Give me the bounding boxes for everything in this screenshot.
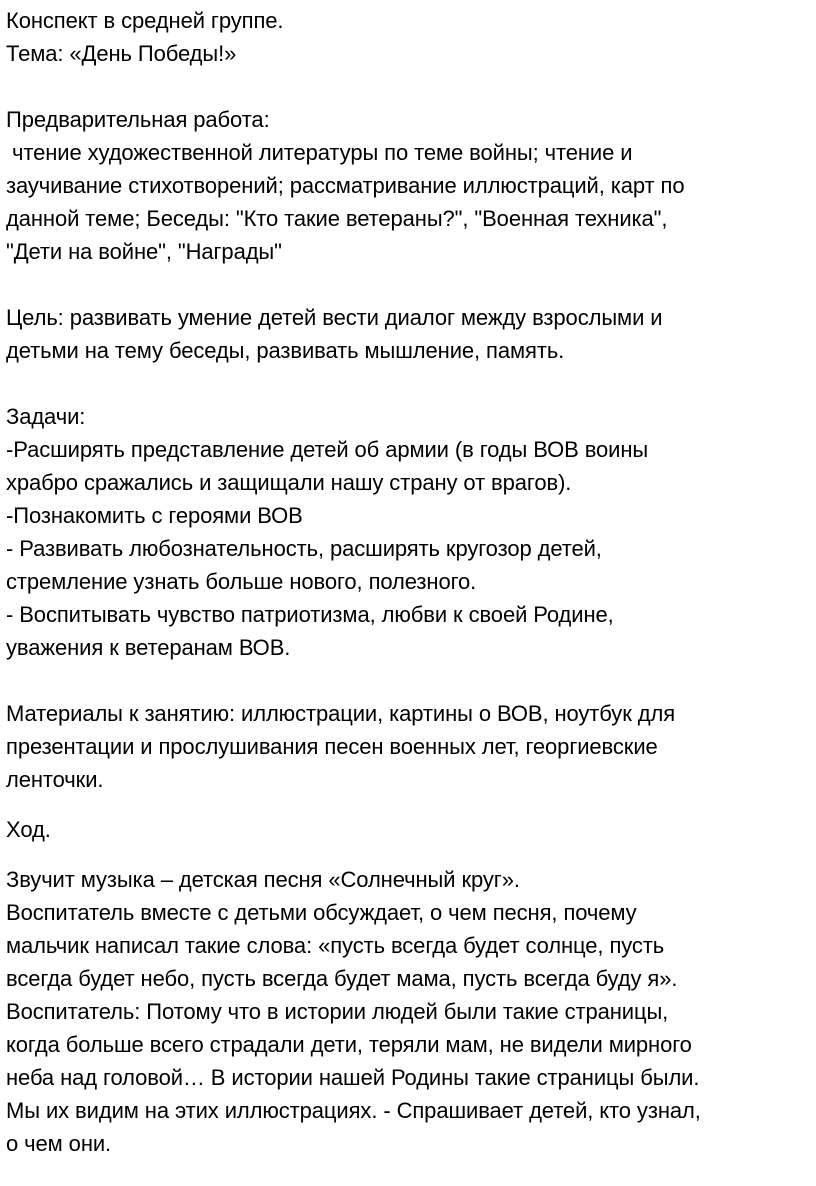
progress-heading: Ход. <box>6 817 51 842</box>
paragraph-spacing <box>6 796 810 813</box>
blank-line <box>6 367 810 400</box>
blank-line <box>6 70 810 103</box>
preliminary-line: чтение художественной литературы по теме войны; чтение и <box>6 140 633 165</box>
body-line: неба над головой… В истории нашей Родины такие страницы были. <box>6 1065 700 1090</box>
task-line: - Развивать любознательность, расширять кругозор детей, <box>6 536 602 561</box>
task-line: -Познакомить с героями ВОВ <box>6 503 303 528</box>
document-topic: Тема: «День Победы!» <box>6 41 237 66</box>
blank-line <box>6 664 810 697</box>
preliminary-line: заучивание стихотворений; рассматривание иллюстраций, карт по <box>6 173 685 198</box>
body-line: о чем они. <box>6 1131 112 1156</box>
body-line: Мы их видим на этих иллюстрациях. - Спрашивает детей, кто узнал, <box>6 1098 701 1123</box>
tasks-heading: Задачи: <box>6 404 86 429</box>
paragraph-spacing <box>6 846 810 863</box>
goal-line: Цель: развивать умение детей вести диалог между взрослыми и <box>6 305 663 330</box>
body-line: всегда будет небо, пусть всегда будет мама, пусть всегда буду я». <box>6 966 678 991</box>
task-line: -Расширять представление детей об армии (в годы ВОВ воины <box>6 437 649 462</box>
materials-line: Материалы к занятию: иллюстрации, картины о ВОВ, ноутбук для <box>6 701 676 726</box>
preliminary-heading: Предварительная работа: <box>6 107 270 132</box>
body-line: когда больше всего страдали дети, теряли мам, не видели мирного <box>6 1032 692 1057</box>
task-line: храбро сражались и защищали нашу страну от врагов). <box>6 470 572 495</box>
document-title: Конспект в средней группе. <box>6 8 284 33</box>
body-line: Воспитатель: Потому что в истории людей были такие страницы, <box>6 999 669 1024</box>
goal-line: детьми на тему беседы, развивать мышление, память. <box>6 338 565 363</box>
body-line: мальчик написал такие слова: «пусть всегда будет солнце, пусть <box>6 933 665 958</box>
task-line: стремление узнать больше нового, полезного. <box>6 569 477 594</box>
materials-line: ленточки. <box>6 767 104 792</box>
task-line: - Воспитывать чувство патриотизма, любви к своей Родине, <box>6 602 614 627</box>
body-line: Воспитатель вместе с детьми обсуждает, о чем песня, почему <box>6 900 637 925</box>
body-line: Звучит музыка – детская песня «Солнечный круг». <box>6 867 520 892</box>
preliminary-line: данной теме; Беседы: "Кто такие ветераны?", "Военная техника", <box>6 206 668 231</box>
document-page <box>6 4 810 1160</box>
preliminary-line: "Дети на войне", "Награды" <box>6 239 282 264</box>
materials-line: презентации и прослушивания песен военных лет, георгиевские <box>6 734 658 759</box>
task-line: уважения к ветеранам ВОВ. <box>6 635 291 660</box>
blank-line <box>6 268 810 301</box>
